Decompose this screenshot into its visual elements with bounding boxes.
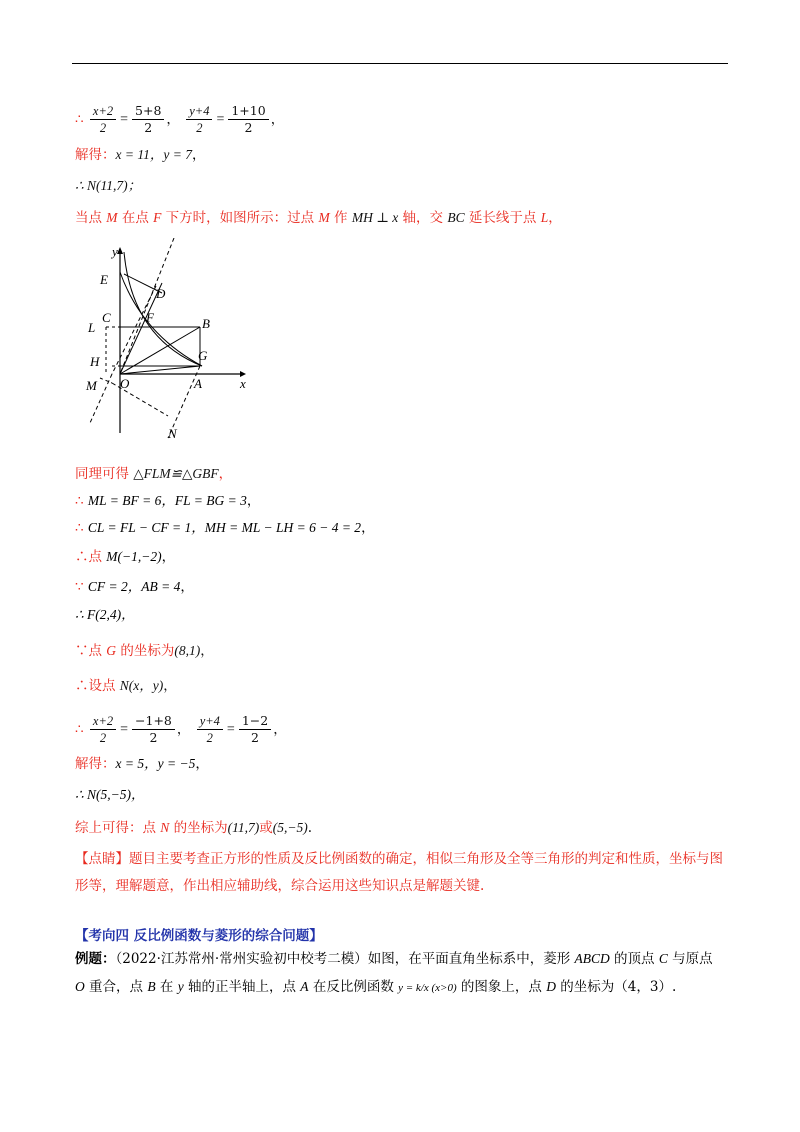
label-M: M (86, 378, 97, 393)
line-point-m: ∴点 M(−1,−2)， (75, 549, 176, 565)
fraction: $\frac{x+2}{2}$ (90, 713, 116, 746)
line-congruent: 同理可得 △FLM≌△GBF， (75, 466, 233, 482)
fraction: $\frac{5+8}{2}$ (132, 103, 164, 136)
example-paragraph: 例题：（2022·江苏常州·常州实验初中校考二模）如图，在平面直角坐标系中，菱形 ABCD 的顶点 C 与原点 O 重合，点 B 在 y 轴的正半轴上，点 A 在反比例函数 y = k/x (x>0) 的图象上，点 D 的坐标为（4，3）. (75, 951, 713, 995)
label-G: G (198, 348, 208, 363)
line-case-desc: 当点 M 在点 F 下方时，如图所示：过点 M 作 MH ⊥ x 轴，交 BC 延长线于点 L， (75, 210, 562, 226)
line-set-n: ∴设点 N(x，y)， (75, 678, 177, 694)
comment-paragraph: 【点睛】题目主要考查正方形的性质及反比例函数的确定，相似三角形及全等三角形的判定和性质，坐标与图形等，理解题意，作出相应辅助线，综合运用这些知识点是解题关键. (75, 851, 723, 894)
fraction: $\frac{y+4}{2}$ (186, 103, 212, 136)
label-F: F (146, 310, 154, 325)
label-H: H (90, 354, 100, 369)
line-ml-bf: ∴ ML = BF = 6，FL = BG = 3， (75, 493, 261, 509)
label-E: E (100, 272, 108, 287)
fraction: $\frac{1-2}{2}$ (239, 713, 271, 746)
label-L: L (88, 320, 96, 335)
header-rule (72, 63, 728, 64)
label-B: B (202, 316, 210, 331)
fraction: $\frac{-1+8}{2}$ (132, 713, 175, 746)
fraction: $\frac{y+4}{2}$ (197, 713, 223, 746)
line-conclusion: 综上可得：点 N 的坐标为(11,7)或(5,−5). (75, 820, 313, 836)
label-x: x (240, 376, 246, 391)
fraction: $\frac{x+2}{2}$ (90, 103, 116, 136)
line-cl-mh: ∴ CL = FL − CF = 1，MH = ML − LH = 6 − 4 = 2， (75, 520, 375, 536)
line-result-n2: ∴ N(5,−5)， (75, 787, 145, 802)
label-D: D (156, 286, 166, 301)
geometry-figure (80, 238, 260, 448)
line-cf-ab: ∵ CF = 2，AB = 4， (75, 579, 194, 595)
label-N: N (168, 426, 177, 441)
line-result-n1: ∴ N(11,7)； (75, 178, 142, 193)
line-point-g: ∵点 G 的坐标为(8,1)， (75, 643, 214, 659)
line-fraction-eq-2: ∴ $\frac{x+2}{2}$ = $\frac{-1+8}{2}$ ， $\frac{y+4}{2}$ = $\frac{1-2}{2}$ ， (75, 713, 287, 745)
label-C: C (102, 310, 111, 325)
line-fraction-eq-1: ∴ $\frac{x+2}{2}$ = $\frac{5+8}{2}$ ， $\frac{y+4}{2}$ = $\frac{1+10}{2}$ ， (75, 103, 285, 135)
line-point-f: ∴ F(2,4)， (75, 607, 135, 622)
section-heading: 【考向四 反比例函数与菱形的综合问题】 (75, 928, 323, 944)
label-O: O (120, 376, 130, 391)
fraction: $\frac{1+10}{2}$ (228, 103, 268, 136)
line-solve-2: 解得：x = 5，y = −5， (75, 756, 209, 772)
label-y: y (112, 244, 118, 259)
label-A: A (194, 376, 202, 391)
line-solve-1: 解得：x = 11，y = 7， (75, 147, 206, 163)
